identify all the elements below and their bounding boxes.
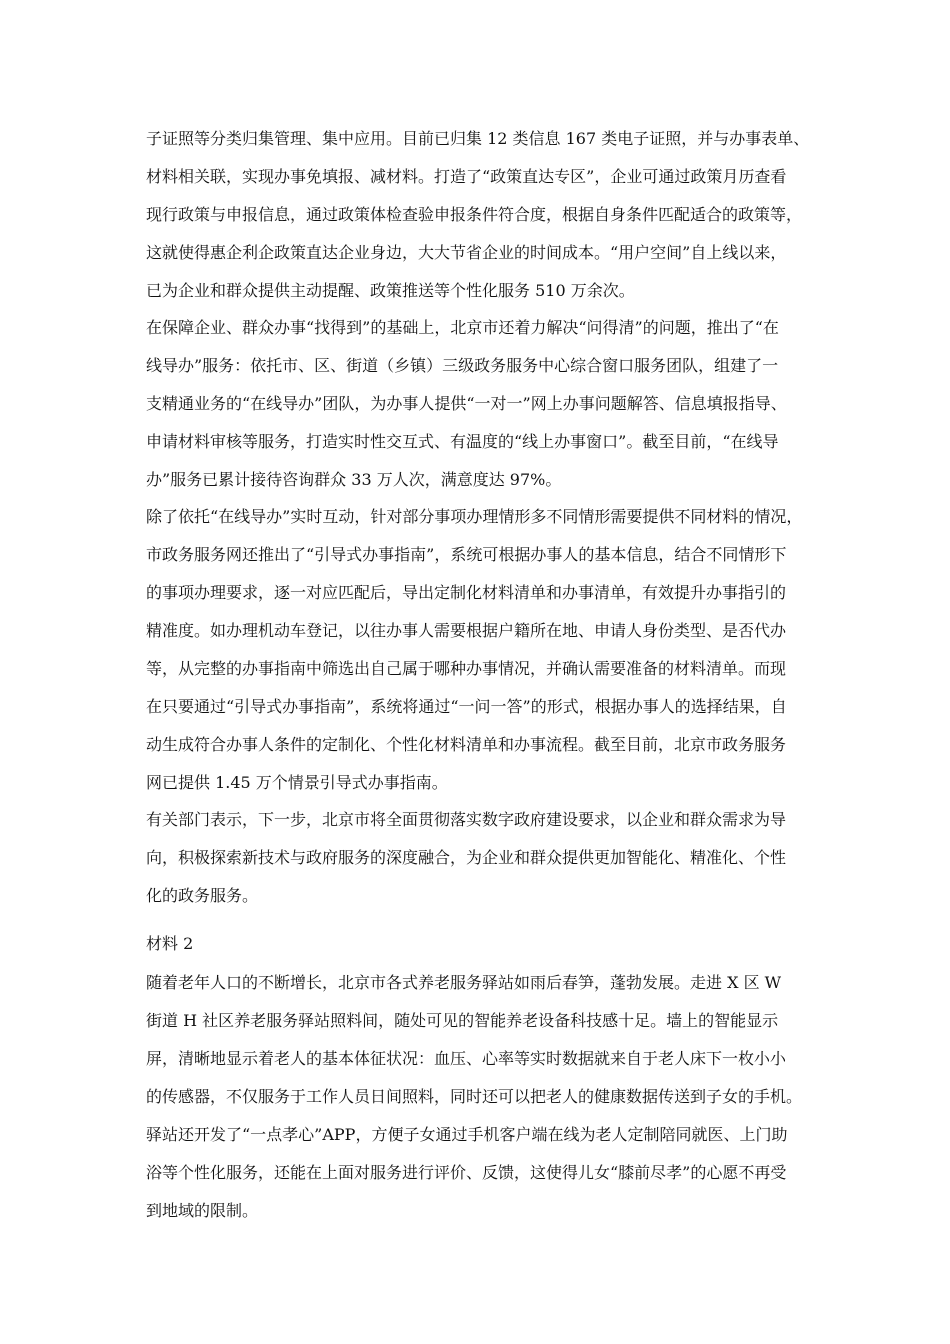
text-line: 到地域的限制。	[146, 1201, 259, 1220]
text-line: 随着老年人口的不断增长，北京市各式养老服务驿站如雨后春笋，蓬勃发展。走进 X 区 W	[146, 973, 782, 992]
text-line: 除了依托“在线导办”实时互动，针对部分事项办理情形多不同情形需要提供不同材料的情况，	[146, 507, 803, 526]
text-line: 浴等个性化服务，还能在上面对服务进行评价、反馈，这使得儿女“膝前尽孝”的心愿不再受	[146, 1163, 787, 1182]
paragraph-online-guidance	[146, 309, 856, 499]
text-line: 子证照等分类归集管理、集中应用。目前已归集 12 类信息 167 类电子证照，并与办事表单、	[146, 129, 810, 148]
text-line: 这就使得惠企利企政策直达企业身边，大大节省企业的时间成本。“用户空间”自上线以来，	[146, 243, 787, 262]
text-line: 驿站还开发了“一点孝心”APP，方便子女通过手机客户端在线为老人定制陪同就医、上门助	[146, 1125, 788, 1144]
text-line: 网已提供 1.45 万个情景引导式办事指南。	[146, 773, 448, 792]
text-line: 向，积极探索新技术与政府服务的深度融合，为企业和群众提供更加智能化、精准化、个性	[146, 848, 787, 867]
section-heading: 材料 2	[146, 934, 194, 953]
text-line: 有关部门表示，下一步，北京市将全面贯彻落实数字政府建设要求，以企业和群众需求为导	[146, 810, 787, 829]
paragraph-guided-handbook	[146, 498, 856, 802]
text-line: 线导办”服务：依托市、区、街道（乡镇）三级政务服务中心综合窗口服务团队，组建了一	[146, 356, 779, 375]
text-line: 化的政务服务。	[146, 886, 259, 905]
text-line: 屏，清晰地显示着老人的基本体征状况：血压、心率等实时数据就来自于老人床下一枚小小	[146, 1049, 787, 1068]
section-heading-material-2	[146, 925, 856, 963]
text-line: 申请材料审核等服务，打造实时性交互式、有温度的“线上办事窗口”。截至目前，“在线导	[146, 432, 779, 451]
text-line: 材料相关联，实现办事免填报、减材料。打造了“政策直达专区”，企业可通过政策月历查看	[146, 167, 787, 186]
text-line: 精准度。如办理机动车登记，以往办事人需要根据户籍所在地、申请人身份类型、是否代办	[146, 621, 787, 640]
text-line: 支精通业务的“在线导办”团队，为办事人提供“一对一”网上办事问题解答、信息填报指导、	[146, 394, 787, 413]
text-line: 在只要通过“引导式办事指南”，系统将通过“一问一答”的形式，根据办事人的选择结果，自	[146, 697, 787, 716]
text-line: 现行政策与申报信息，通过政策体检查验申报条件符合度，根据自身条件匹配适合的政策等，	[146, 205, 803, 224]
text-line: 等，从完整的办事指南中筛选出自己属于哪种办事情况，并确认需要准备的材料清单。而现	[146, 659, 787, 678]
text-line: 的传感器，不仅服务于工作人员日间照料，同时还可以把老人的健康数据传送到子女的手机。	[146, 1087, 803, 1106]
text-line: 动生成符合办事人条件的定制化、个性化材料清单和办事流程。截至目前，北京市政务服务	[146, 735, 787, 754]
paragraph-elderly-care	[146, 964, 856, 1230]
text-line: 已为企业和群众提供主动提醒、政策推送等个性化服务 510 万余次。	[146, 281, 635, 300]
text-line: 的事项办理要求，逐一对应匹配后，导出定制化材料清单和办事清单，有效提升办事指引的	[146, 583, 787, 602]
text-line: 在保障企业、群众办事“找得到”的基础上，北京市还着力解决“问得清”的问题，推出了“在	[146, 318, 779, 337]
paragraph-e-certificates	[146, 120, 856, 310]
text-line: 市政务服务网还推出了“引导式办事指南”，系统可根据办事人的基本信息，结合不同情形下	[146, 545, 787, 564]
paragraph-next-steps	[146, 801, 856, 915]
text-line: 办”服务已累计接待咨询群众 33 万人次，满意度达 97%。	[146, 470, 562, 489]
text-line: 街道 H 社区养老服务驿站照料间，随处可见的智能养老设备科技感十足。墙上的智能显示	[146, 1011, 779, 1030]
